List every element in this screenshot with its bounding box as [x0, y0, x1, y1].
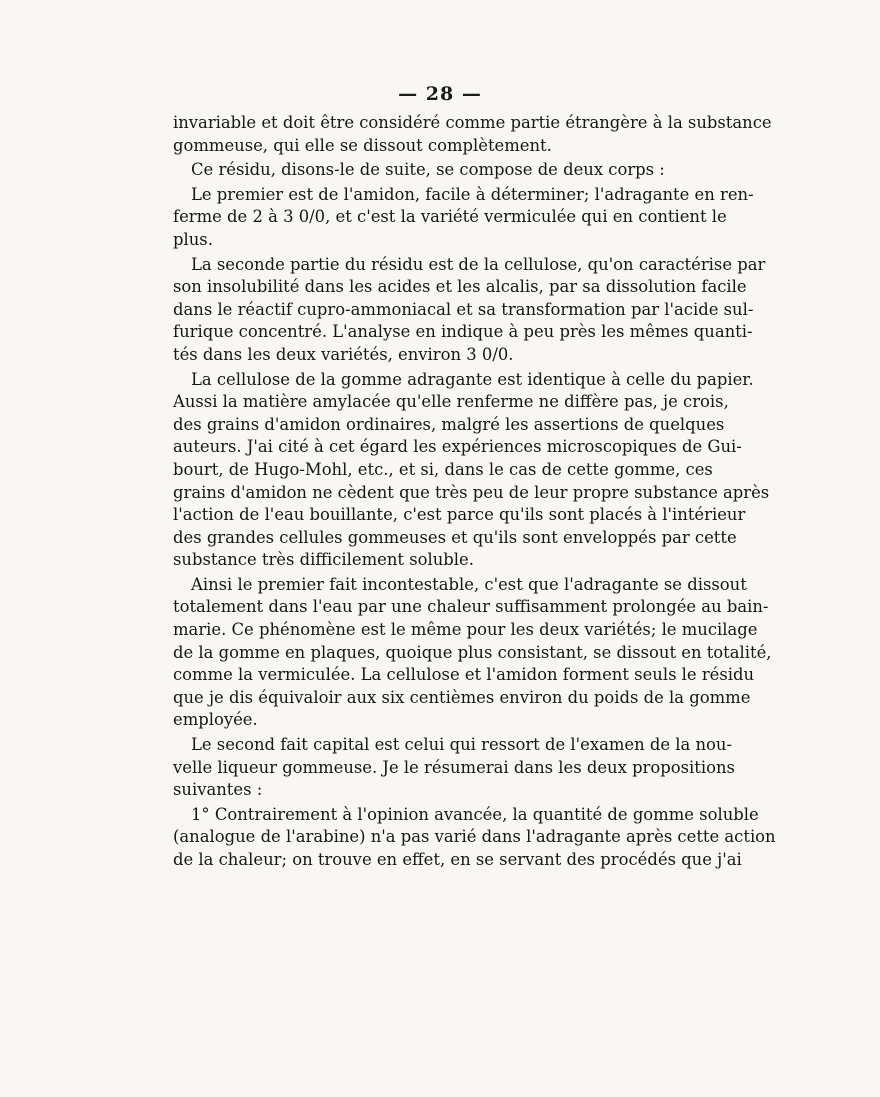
- text-line: Aussi la matière amylacée qu'elle renferme ne diffère pas, je crois,: [173, 392, 729, 412]
- paragraph: [173, 804, 776, 872]
- text-line: suivantes :: [173, 780, 263, 800]
- text-line: Le premier est de l'amidon, facile à déterminer; l'adragante en ren-: [191, 184, 754, 204]
- text-line: que je dis équivaloir aux six centièmes environ du poids de la gomme: [173, 687, 751, 707]
- page-number: — 28 —: [398, 83, 482, 105]
- text-line: auteurs. J'ai cité à cet égard les expériences microscopiques de Gui-: [173, 437, 742, 457]
- text-line: totalement dans l'eau par une chaleur suffisamment prolongée au bain-: [173, 597, 769, 617]
- paragraph: [173, 254, 766, 367]
- text-line: de la chaleur; on trouve en effet, en se servant des procédés que j'ai: [173, 850, 742, 869]
- paragraph: [173, 574, 772, 732]
- text-line: ferme de 2 à 3 0/0, et c'est la variété vermiculée qui en contient le: [173, 207, 727, 227]
- text-line: tés dans les deux variétés, environ 3 0/0.: [173, 344, 514, 364]
- paragraph: [173, 184, 754, 252]
- text-line: substance très difficilement soluble.: [173, 550, 474, 570]
- text-line: Ce résidu, disons-le de suite, se compose de deux corps :: [191, 160, 665, 180]
- text-line: marie. Ce phénomène est le même pour les deux variétés; le mucilage: [173, 620, 758, 640]
- text-line: furique concentré. L'analyse en indique à peu près les mêmes quanti-: [173, 322, 753, 342]
- text-line: invariable et doit être considéré comme partie étrangère à la substance: [173, 113, 772, 132]
- text-line: grains d'amidon ne cèdent que très peu de leur propre substance après: [173, 482, 770, 502]
- paragraph: [173, 369, 770, 572]
- text-line: bourt, de Hugo-Mohl, etc., et si, dans le cas de cette gomme, ces: [173, 459, 713, 479]
- paragraph: [173, 112, 772, 157]
- paragraph: [173, 734, 735, 802]
- text-line: de la gomme en plaques, quoique plus consistant, se dissout en totalité,: [173, 642, 772, 662]
- text-line: La seconde partie du résidu est de la cellulose, qu'on caractérise par: [191, 254, 766, 274]
- text-line: velle liqueur gommeuse. Je le résumerai dans les deux propositions: [173, 757, 735, 777]
- text-line: dans le réactif cupro-ammoniacal et sa transformation par l'acide sul-: [173, 299, 754, 319]
- body-text: [173, 112, 776, 874]
- text-line: comme la vermiculée. La cellulose et l'amidon forment seuls le résidu: [173, 665, 755, 685]
- text-line: son insolubilité dans les acides et les alcalis, par sa dissolution facile: [173, 277, 747, 297]
- text-line: gommeuse, qui elle se dissout complètement.: [173, 135, 552, 155]
- text-line: (analogue de l'arabine) n'a pas varié dans l'adragante après cette action: [173, 827, 776, 847]
- text-line: des grains d'amidon ordinaires, malgré les assertions de quelques: [173, 414, 725, 434]
- text-line: des grandes cellules gommeuses et qu'ils sont enveloppés par cette: [173, 527, 737, 547]
- text-line: l'action de l'eau bouillante, c'est parce qu'ils sont placés à l'intérieur: [173, 505, 746, 525]
- text-line: Le second fait capital est celui qui ressort de l'examen de la nou-: [191, 735, 733, 755]
- text-line: La cellulose de la gomme adragante est identique à celle du papier.: [191, 369, 754, 389]
- text-line: 1° Contrairement à l'opinion avancée, la quantité de gomme soluble: [191, 804, 759, 824]
- text-line: Ainsi le premier fait incontestable, c'est que l'adragante se dissout: [191, 574, 747, 594]
- paragraph: [173, 159, 707, 182]
- text-line: plus.: [173, 229, 213, 249]
- text-line: employée.: [173, 710, 258, 730]
